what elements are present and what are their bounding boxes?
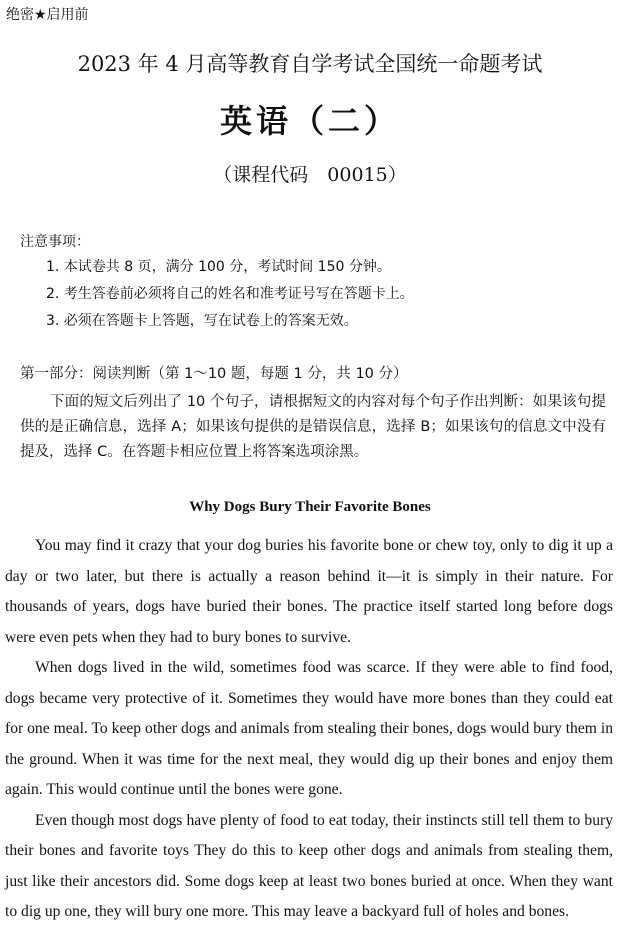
confidential-label: 绝密★启用前 [6, 7, 89, 23]
exam-title: 2023 年 4 月高等教育自学考试全国统一命题考试 [77, 52, 543, 76]
subject-title: 英语（二） [219, 102, 400, 140]
passage-paragraph: Even though most dogs have plenty of food to eat today, their instincts still tell them to bury their bones and favorite toys They do this to keep other dogs and animals from stealing them, just like their ancestors did. Some dogs keep at least two bones buried at once. When they want to dig up one, they will bury one more. This may leave a backyard full of holes and bones. [5, 811, 613, 920]
notice-item: 2. 考生答卷前必须将自己的姓名和准考证号写在答题卡上。 [46, 286, 414, 302]
passage-paragraph: When dogs lived in the wild, sometimes food was scarce. If they were able to find food, dogs became very protective of it. Sometimes they would have more bones than they could eat for one meal. To keep other dogs and animals from stealing their bones, dogs would bury them in the ground. When it was time for the next meal, they would dig up their bones and enjoy them again. This would continue until the bones were gone. [5, 659, 613, 798]
notice-item: 3. 必须在答题卡上答题，写在试卷上的答案无效。 [46, 313, 358, 329]
passage-title: Why Dogs Bury Their Favorite Bones [189, 499, 431, 515]
notice-item: 1. 本试卷共 8 页，满分 100 分，考试时间 150 分钟。 [46, 259, 391, 275]
passage-body [5, 531, 613, 928]
passage-paragraph: You may find it crazy that your dog buries his favorite bone or chew toy, only to dig it up a day or two later, but there is actually a reason behind it—it is simply in their nature. For thousands of years, dogs have buried their bones. The practice itself started long before dogs were even pets when they had to bury bones to survive. [5, 537, 613, 646]
notice-list [46, 258, 414, 339]
section-instructions: 下面的短文后列出了 10 个句子，请根据短文的内容对每个句子作出判断：如果该句提供的是正确信息，选择 A；如果该句提供的是错误信息，选择 B；如果该句的信息文中没有提及，选择 C。在答题卡相应位置上将答案选项涂黑。 [20, 394, 606, 460]
section-heading: 第一部分：阅读判断（第 1～10 题，每题 1 分，共 10 分） [20, 366, 408, 382]
course-code: （课程代码 00015） [213, 164, 407, 186]
notice-heading: 注意事项： [20, 234, 90, 250]
